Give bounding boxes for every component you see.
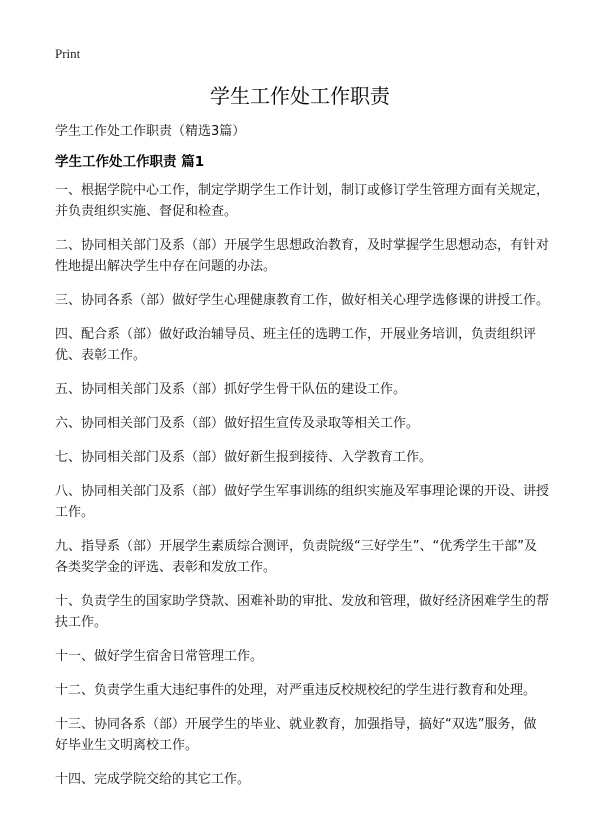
document-subtitle: 学生工作处工作职责（精选3篇） (55, 124, 246, 139)
duty-item-1: 一、根据学院中心工作，制定学期学生工作计划，制订或修订学生管理方面有关规定，并负责组织实施、督促和检查。 (55, 183, 550, 219)
duty-item-8: 八、协同相关部门及系（部）做好学生军事训练的组织实施及军事理论课的开设、讲授工作。 (55, 484, 550, 520)
duty-item-13: 十三、协同各系（部）开展学生的毕业、就业教育，加强指导，搞好“双选”服务，做好毕业生文明离校工作。 (55, 717, 537, 753)
duty-list (55, 180, 549, 803)
duty-item-11: 十一、做好学生宿舍日常管理工作。 (55, 649, 264, 664)
section-heading: 学生工作处工作职责 篇1 (55, 154, 205, 170)
duty-item-14: 十四、完成学院交给的其它工作。 (55, 772, 251, 787)
duty-item-4: 四、配合系（部）做好政治辅导员、班主任的选聘工作，开展业务培训，负责组织评优、表彰工作。 (55, 327, 537, 363)
duty-item-6: 六、协同相关部门及系（部）做好招生宣传及录取等相关工作。 (55, 416, 420, 431)
duty-item-10: 十、负责学生的国家助学贷款、困难补助的审批、发放和管理，做好经济困难学生的帮扶工作。 (55, 594, 550, 630)
print-link[interactable]: Print (55, 46, 81, 61)
duty-item-12: 十二、负责学生重大违纪事件的处理，对严重违反校规校纪的学生进行教育和处理。 (55, 683, 537, 698)
duty-item-3: 三、协同各系（部）做好学生心理健康教育工作，做好相关心理学选修课的讲授工作。 (55, 293, 550, 308)
duty-item-9: 九、指导系（部）开展学生素质综合测评，负责院级“三好学生”、“优秀学生干部”及各类奖学金的评选、表彰和发放工作。 (55, 539, 537, 575)
duty-item-7: 七、协同相关部门及系（部）做好新生报到接待、入学教育工作。 (55, 450, 433, 465)
document-title: 学生工作处工作职责 (210, 84, 390, 108)
duty-item-2: 二、协同相关部门及系（部）开展学生思想政治教育，及时掌握学生思想动态，有针对性地提出解决学生中存在问题的办法。 (55, 238, 550, 274)
duty-item-5: 五、协同相关部门及系（部）抓好学生骨干队伍的建设工作。 (55, 382, 407, 397)
